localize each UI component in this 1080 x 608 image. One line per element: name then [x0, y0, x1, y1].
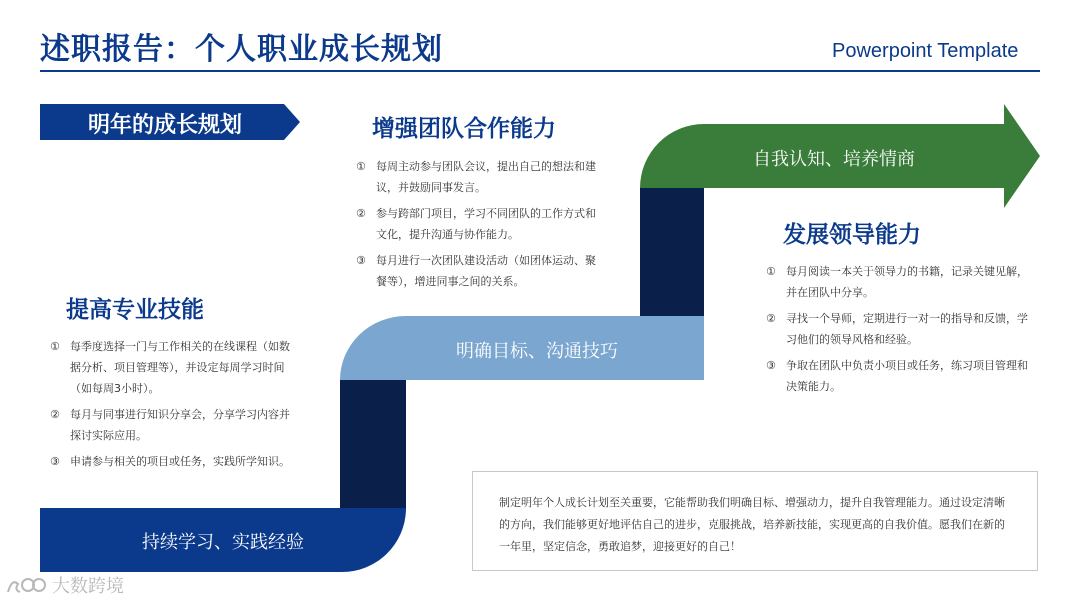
- list-item-text: 每季度选择一门与工作相关的在线课程（如数据分析、项目管理等），并设定每周学习时间（如每周3小时）。: [70, 340, 290, 395]
- watermark: [6, 572, 124, 598]
- watermark-logo-icon: [6, 574, 46, 596]
- list-item: [356, 250, 602, 292]
- list-item-number: ②: [50, 408, 60, 421]
- step-1-list: [50, 336, 296, 477]
- step-1-bar-label: 持续学习、实践经验: [142, 532, 304, 553]
- step-3-bar-label: 自我认知、培养情商: [753, 149, 915, 170]
- list-item-number: ③: [356, 254, 366, 267]
- list-item-number: ③: [50, 455, 60, 468]
- summary-text: 制定明年个人成长计划至关重要，它能帮助我们明确目标、增强动力，提升自我管理能力。通过设定清晰的方向，我们能够更好地评估自己的进步，克服挑战，培养新技能，实现更高的自我价值。愿我们在新的一年里，坚定信念，勇敢追梦，迎接更好的自己！: [499, 496, 1005, 553]
- page-title: 述职报告：个人职业成长规划: [40, 32, 443, 67]
- list-item-number: ③: [766, 359, 776, 372]
- connector-lower: [340, 380, 406, 508]
- list-item: [356, 156, 602, 198]
- step-2-bar-label: 明确目标、沟通技巧: [456, 341, 618, 362]
- list-item: [356, 203, 602, 245]
- watermark-text: 大数跨境: [52, 576, 124, 597]
- step-1-heading: 提高专业技能: [66, 297, 204, 323]
- list-item-number: ①: [50, 340, 60, 353]
- list-item-text: 参与跨部门项目，学习不同团队的工作方式和文化，提升沟通与协作能力。: [376, 207, 596, 241]
- step-3-list: [766, 261, 1038, 402]
- template-label: Powerpoint Template: [832, 40, 1019, 62]
- list-item-number: ①: [766, 265, 776, 278]
- banner-label: 明年的成长规划: [87, 113, 242, 138]
- list-item-number: ②: [356, 207, 366, 220]
- list-item-text: 每月阅读一本关于领导力的书籍，记录关键见解，并在团队中分享。: [786, 265, 1028, 299]
- list-item-text: 每月与同事进行知识分享会，分享学习内容并探讨实际应用。: [70, 408, 290, 442]
- list-item: [766, 355, 1038, 397]
- step-2-list: [356, 156, 602, 297]
- list-item: [50, 336, 296, 399]
- list-item: [50, 404, 296, 446]
- list-item-number: ②: [766, 312, 776, 325]
- list-item-text: 每周主动参与团队会议，提出自己的想法和建议，并鼓励同事发言。: [376, 160, 596, 194]
- list-item-text: 申请参与相关的项目或任务，实践所学知识。: [70, 455, 290, 468]
- step-2-heading: 增强团队合作能力: [372, 116, 556, 142]
- list-item: [50, 451, 296, 472]
- step-3-heading: 发展领导能力: [783, 222, 921, 248]
- list-item-text: 寻找一个导师，定期进行一对一的指导和反馈，学习他们的领导风格和经验。: [786, 312, 1028, 346]
- list-item: [766, 261, 1038, 303]
- summary-box: [472, 471, 1038, 571]
- list-item-text: 争取在团队中负责小项目或任务，练习项目管理和决策能力。: [786, 359, 1028, 393]
- list-item-text: 每月进行一次团队建设活动（如团体运动、聚餐等），增进同事之间的关系。: [376, 254, 596, 288]
- list-item-number: ①: [356, 160, 366, 173]
- connector-upper: [640, 188, 704, 316]
- list-item: [766, 308, 1038, 350]
